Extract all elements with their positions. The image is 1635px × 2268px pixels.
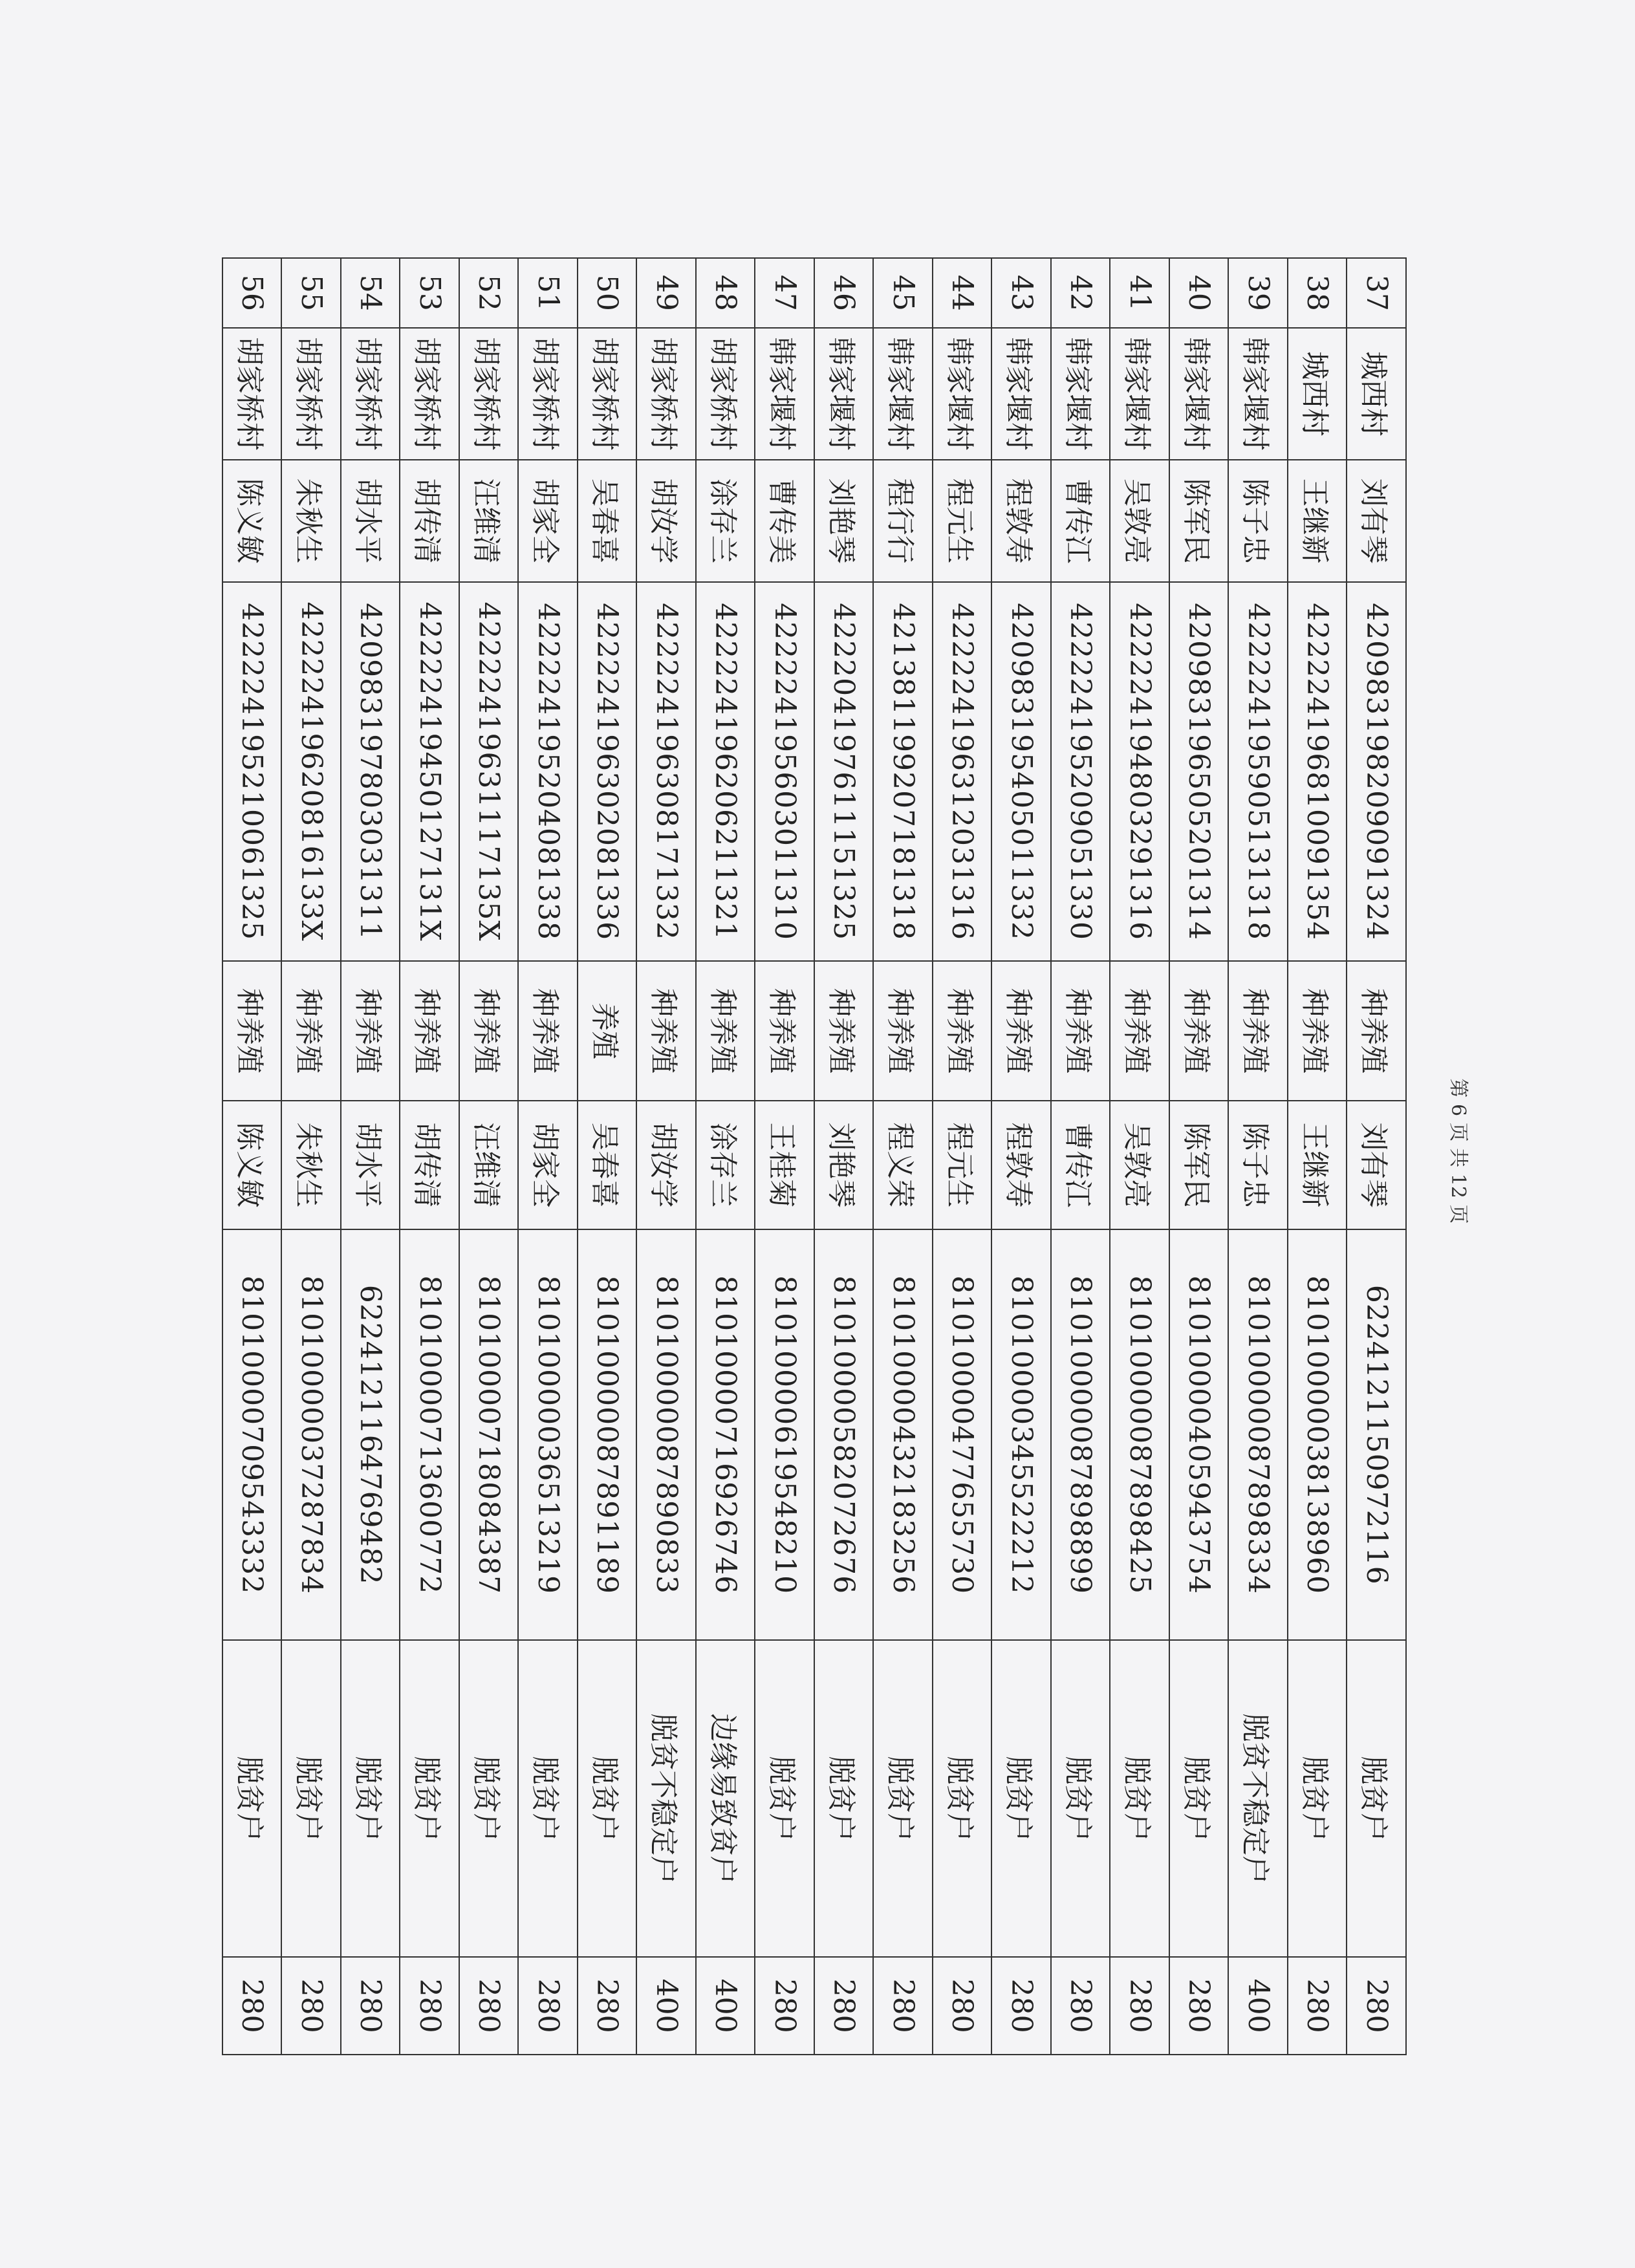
- household-status-cell: 脱贫不稳定户: [637, 1640, 697, 1957]
- table-row: [1229, 258, 1288, 2055]
- table-row: [933, 258, 992, 2055]
- row-number-cell: 41: [1110, 258, 1170, 328]
- account-holder-cell: 涂存兰: [696, 1101, 755, 1229]
- id-number-cell: 422224194803291316: [1110, 582, 1170, 962]
- household-status-cell: 脱贫户: [874, 1640, 933, 1957]
- industry-type-cell: 种养殖: [1110, 961, 1170, 1100]
- account-holder-cell: 曹传江: [1051, 1101, 1110, 1229]
- household-status-cell: 脱贫户: [1288, 1640, 1347, 1957]
- industry-type-cell: 种养殖: [459, 961, 519, 1100]
- id-number-cell: 42222419450127131X: [400, 582, 460, 962]
- row-number-cell: 52: [459, 258, 519, 328]
- table-row: [814, 258, 874, 2055]
- beneficiary-name-cell: 胡家全: [519, 460, 578, 581]
- table-row: [222, 258, 282, 2055]
- village-cell: 韩家堰村: [933, 328, 992, 460]
- account-holder-cell: 朱秋生: [282, 1101, 341, 1229]
- table-row: [1347, 258, 1407, 2055]
- household-status-cell: 脱贫户: [755, 1640, 815, 1957]
- account-holder-cell: 王继新: [1288, 1101, 1347, 1229]
- household-status-cell: 脱贫户: [519, 1640, 578, 1957]
- household-status-cell: 脱贫户: [578, 1640, 637, 1957]
- id-number-cell: 422224195210061325: [222, 582, 282, 962]
- page-number: 第 6 页 共 12 页: [1447, 1078, 1469, 1224]
- bank-account-cell: 81010000432183256: [874, 1229, 933, 1640]
- industry-type-cell: 养殖: [578, 961, 637, 1100]
- industry-type-cell: 种养殖: [637, 961, 697, 1100]
- row-number-cell: 45: [874, 258, 933, 328]
- table-row: [341, 258, 400, 2055]
- village-cell: 胡家桥村: [578, 328, 637, 460]
- subsidy-amount-cell: 280: [755, 1957, 815, 2055]
- subsidy-amount-cell: 280: [814, 1957, 874, 2055]
- village-cell: 胡家桥村: [222, 328, 282, 460]
- subsidy-amount-cell: 280: [992, 1957, 1052, 2055]
- row-number-cell: 55: [282, 258, 341, 328]
- id-number-cell: 420983196505201314: [1169, 582, 1229, 962]
- table-row: [1051, 258, 1110, 2055]
- table-row: [1169, 258, 1229, 2055]
- table-row: [874, 258, 933, 2055]
- account-holder-cell: 胡水平: [341, 1101, 400, 1229]
- table-row: [459, 258, 519, 2055]
- id-number-cell: 420983195405011332: [992, 582, 1052, 962]
- bank-account-cell: 81010000718084387: [459, 1229, 519, 1640]
- beneficiary-name-cell: 吴敦亮: [1110, 460, 1170, 581]
- table-row: [400, 258, 460, 2055]
- household-status-cell: 脱贫户: [814, 1640, 874, 1957]
- account-holder-cell: 刘有琴: [1347, 1101, 1407, 1229]
- row-number-cell: 37: [1347, 258, 1407, 328]
- household-status-cell: 脱贫户: [341, 1640, 400, 1957]
- household-status-cell: 脱贫户: [992, 1640, 1052, 1957]
- id-number-cell: 422224195204081338: [519, 582, 578, 962]
- industry-type-cell: 种养殖: [341, 961, 400, 1100]
- id-number-cell: 422224196308171332: [637, 582, 697, 962]
- row-number-cell: 40: [1169, 258, 1229, 328]
- row-number-cell: 54: [341, 258, 400, 328]
- id-number-cell: 422224196312031316: [933, 582, 992, 962]
- subsidy-amount-cell: 400: [696, 1957, 755, 2055]
- subsidy-amount-cell: 280: [874, 1957, 933, 2055]
- bank-account-cell: 81010000038138960: [1288, 1229, 1347, 1640]
- beneficiary-name-cell: 胡水平: [341, 460, 400, 581]
- industry-type-cell: 种养殖: [1347, 961, 1407, 1100]
- account-holder-cell: 陈义敏: [222, 1101, 282, 1229]
- id-number-cell: 422224196810091354: [1288, 582, 1347, 962]
- account-holder-cell: 胡家全: [519, 1101, 578, 1229]
- row-number-cell: 46: [814, 258, 874, 328]
- bank-account-cell: 81010000582072676: [814, 1229, 874, 1640]
- row-number-cell: 50: [578, 258, 637, 328]
- bank-account-cell: 81010000345522212: [992, 1229, 1052, 1640]
- bank-account-cell: 81010000037287834: [282, 1229, 341, 1640]
- table-row: [992, 258, 1052, 2055]
- row-number-cell: 39: [1229, 258, 1288, 328]
- subsidy-amount-cell: 280: [578, 1957, 637, 2055]
- beneficiary-name-cell: 刘有琴: [1347, 460, 1407, 581]
- account-holder-cell: 刘艳琴: [814, 1101, 874, 1229]
- household-status-cell: 边缘易致贫户: [696, 1640, 755, 1957]
- beneficiary-name-cell: 陈义敏: [222, 460, 282, 581]
- account-holder-cell: 程敦寿: [992, 1101, 1052, 1229]
- household-status-cell: 脱贫户: [1051, 1640, 1110, 1957]
- beneficiary-name-cell: 汪维清: [459, 460, 519, 581]
- industry-type-cell: 种养殖: [282, 961, 341, 1100]
- village-cell: 胡家桥村: [519, 328, 578, 460]
- village-cell: 韩家堰村: [814, 328, 874, 460]
- table-row: [578, 258, 637, 2055]
- account-holder-cell: 陈子忠: [1229, 1101, 1288, 1229]
- village-cell: 韩家堰村: [992, 328, 1052, 460]
- id-number-cell: 422224195209051330: [1051, 582, 1110, 962]
- account-holder-cell: 胡汝学: [637, 1101, 697, 1229]
- beneficiary-name-cell: 王继新: [1288, 460, 1347, 581]
- table-row: [519, 258, 578, 2055]
- subsidy-amount-cell: 280: [1347, 1957, 1407, 2055]
- beneficiary-name-cell: 吴春喜: [578, 460, 637, 581]
- account-holder-cell: 程义荣: [874, 1101, 933, 1229]
- row-number-cell: 38: [1288, 258, 1347, 328]
- id-number-cell: 422224195603011310: [755, 582, 815, 962]
- village-cell: 韩家堰村: [1110, 328, 1170, 460]
- household-status-cell: 脱贫不稳定户: [1229, 1640, 1288, 1957]
- village-cell: 胡家桥村: [459, 328, 519, 460]
- table-row: [696, 258, 755, 2055]
- subsidy-table-container: [232, 257, 1407, 2055]
- industry-type-cell: 种养殖: [992, 961, 1052, 1100]
- subsidy-table: [222, 257, 1407, 2055]
- id-number-cell: 420983198209091324: [1347, 582, 1407, 962]
- household-status-cell: 脱贫户: [222, 1640, 282, 1957]
- beneficiary-name-cell: 曹传美: [755, 460, 815, 581]
- row-number-cell: 43: [992, 258, 1052, 328]
- beneficiary-name-cell: 曹传江: [1051, 460, 1110, 581]
- id-number-cell: 420983197803031311: [341, 582, 400, 962]
- village-cell: 胡家桥村: [637, 328, 697, 460]
- industry-type-cell: 种养殖: [519, 961, 578, 1100]
- subsidy-amount-cell: 280: [933, 1957, 992, 2055]
- beneficiary-name-cell: 程行行: [874, 460, 933, 581]
- industry-type-cell: 种养殖: [222, 961, 282, 1100]
- subsidy-amount-cell: 280: [1051, 1957, 1110, 2055]
- id-number-cell: 42222419620816133X: [282, 582, 341, 962]
- id-number-cell: 422224196206211321: [696, 582, 755, 962]
- household-status-cell: 脱贫户: [933, 1640, 992, 1957]
- bank-account-cell: 81010000087898334: [1229, 1229, 1288, 1640]
- account-holder-cell: 程元生: [933, 1101, 992, 1229]
- village-cell: 胡家桥村: [282, 328, 341, 460]
- village-cell: 韩家堰村: [874, 328, 933, 460]
- beneficiary-name-cell: 程敦寿: [992, 460, 1052, 581]
- account-holder-cell: 胡传清: [400, 1101, 460, 1229]
- village-cell: 韩家堰村: [1051, 328, 1110, 460]
- row-number-cell: 56: [222, 258, 282, 328]
- subsidy-amount-cell: 280: [341, 1957, 400, 2055]
- id-number-cell: 422224195905131318: [1229, 582, 1288, 962]
- account-holder-cell: 吴春喜: [578, 1101, 637, 1229]
- household-status-cell: 脱贫户: [1110, 1640, 1170, 1957]
- industry-type-cell: 种养殖: [1229, 961, 1288, 1100]
- bank-account-cell: 6224121164769482: [341, 1229, 400, 1640]
- bank-account-cell: 81010000087891189: [578, 1229, 637, 1640]
- beneficiary-name-cell: 刘艳琴: [814, 460, 874, 581]
- household-status-cell: 脱贫户: [459, 1640, 519, 1957]
- bank-account-cell: 81010000087890833: [637, 1229, 697, 1640]
- bank-account-cell: 81010000036513219: [519, 1229, 578, 1640]
- account-holder-cell: 陈军民: [1169, 1101, 1229, 1229]
- village-cell: 胡家桥村: [696, 328, 755, 460]
- household-status-cell: 脱贫户: [1347, 1640, 1407, 1957]
- subsidy-amount-cell: 280: [1288, 1957, 1347, 2055]
- table-row: [1288, 258, 1347, 2055]
- beneficiary-name-cell: 陈军民: [1169, 460, 1229, 581]
- bank-account-cell: 81010000087898425: [1110, 1229, 1170, 1640]
- row-number-cell: 47: [755, 258, 815, 328]
- row-number-cell: 48: [696, 258, 755, 328]
- account-holder-cell: 吴敦亮: [1110, 1101, 1170, 1229]
- beneficiary-name-cell: 胡传清: [400, 460, 460, 581]
- table-row: [1110, 258, 1170, 2055]
- row-number-cell: 49: [637, 258, 697, 328]
- village-cell: 韩家堰村: [1229, 328, 1288, 460]
- subsidy-amount-cell: 280: [1110, 1957, 1170, 2055]
- account-holder-cell: 汪维清: [459, 1101, 519, 1229]
- id-number-cell: 42222419631117135X: [459, 582, 519, 962]
- row-number-cell: 44: [933, 258, 992, 328]
- bank-account-cell: 81010000405943754: [1169, 1229, 1229, 1640]
- table-body: [222, 258, 1406, 2055]
- subsidy-amount-cell: 280: [400, 1957, 460, 2055]
- subsidy-amount-cell: 280: [459, 1957, 519, 2055]
- bank-account-cell: 81010000477655730: [933, 1229, 992, 1640]
- bank-account-cell: 81010000619548210: [755, 1229, 815, 1640]
- industry-type-cell: 种养殖: [755, 961, 815, 1100]
- bank-account-cell: 81010000713600772: [400, 1229, 460, 1640]
- household-status-cell: 脱贫户: [282, 1640, 341, 1957]
- industry-type-cell: 种养殖: [696, 961, 755, 1100]
- village-cell: 胡家桥村: [400, 328, 460, 460]
- industry-type-cell: 种养殖: [933, 961, 992, 1100]
- village-cell: 韩家堰村: [755, 328, 815, 460]
- subsidy-amount-cell: 400: [637, 1957, 697, 2055]
- row-number-cell: 51: [519, 258, 578, 328]
- bank-account-cell: 6224121150972116: [1347, 1229, 1407, 1640]
- subsidy-amount-cell: 280: [282, 1957, 341, 2055]
- beneficiary-name-cell: 陈子忠: [1229, 460, 1288, 581]
- household-status-cell: 脱贫户: [1169, 1640, 1229, 1957]
- village-cell: 韩家堰村: [1169, 328, 1229, 460]
- industry-type-cell: 种养殖: [1051, 961, 1110, 1100]
- household-status-cell: 脱贫户: [400, 1640, 460, 1957]
- row-number-cell: 42: [1051, 258, 1110, 328]
- village-cell: 城西村: [1347, 328, 1407, 460]
- beneficiary-name-cell: 胡汝学: [637, 460, 697, 581]
- village-cell: 胡家桥村: [341, 328, 400, 460]
- bank-account-cell: 81010000709543332: [222, 1229, 282, 1640]
- industry-type-cell: 种养殖: [874, 961, 933, 1100]
- subsidy-amount-cell: 280: [519, 1957, 578, 2055]
- industry-type-cell: 种养殖: [1169, 961, 1229, 1100]
- industry-type-cell: 种养殖: [814, 961, 874, 1100]
- table-row: [637, 258, 697, 2055]
- village-cell: 城西村: [1288, 328, 1347, 460]
- industry-type-cell: 种养殖: [400, 961, 460, 1100]
- beneficiary-name-cell: 程元生: [933, 460, 992, 581]
- beneficiary-name-cell: 涂存兰: [696, 460, 755, 581]
- id-number-cell: 422224196302081336: [578, 582, 637, 962]
- bank-account-cell: 81010000087898899: [1051, 1229, 1110, 1640]
- bank-account-cell: 81010000716926746: [696, 1229, 755, 1640]
- row-number-cell: 53: [400, 258, 460, 328]
- subsidy-amount-cell: 400: [1229, 1957, 1288, 2055]
- table-row: [755, 258, 815, 2055]
- subsidy-amount-cell: 280: [1169, 1957, 1229, 2055]
- table-row: [282, 258, 341, 2055]
- beneficiary-name-cell: 朱秋生: [282, 460, 341, 581]
- industry-type-cell: 种养殖: [1288, 961, 1347, 1100]
- account-holder-cell: 王桂菊: [755, 1101, 815, 1229]
- id-number-cell: 421381199207181318: [874, 582, 933, 962]
- subsidy-amount-cell: 280: [222, 1957, 282, 2055]
- id-number-cell: 422204197611151325: [814, 582, 874, 962]
